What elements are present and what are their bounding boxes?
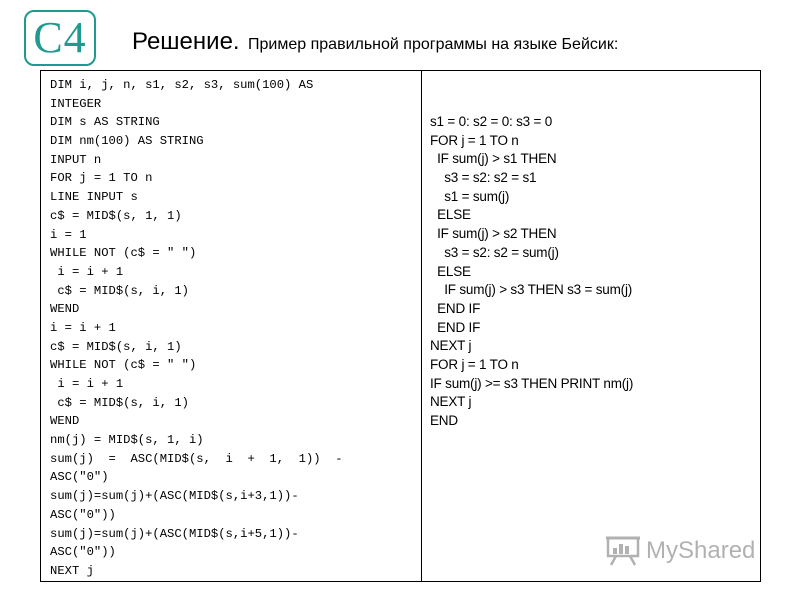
code-line: END	[430, 413, 458, 428]
code-line: s3 = s2: s2 = s1	[430, 170, 537, 186]
code-line: FOR j = 1 TO n	[430, 132, 519, 148]
code-line: s3 = s2: s2 = sum(j)	[430, 244, 559, 260]
code-line: ASC("0")	[50, 470, 109, 485]
code-column-left	[50, 76, 416, 581]
code-line: IF sum(j) > s3 THEN s3 = sum(j)	[430, 282, 633, 298]
code-line: DIM s AS STRING	[50, 115, 160, 130]
code-line: FOR j = 1 TO n	[50, 171, 153, 186]
code-line: i = i + 1	[50, 320, 116, 335]
task-badge	[24, 10, 96, 66]
code-line: ASC("0"))	[50, 507, 116, 522]
code-line: c$ = MID$(s, 1, 1)	[50, 208, 182, 223]
code-line: ASC("0"))	[50, 545, 116, 560]
code-line: i = i + 1	[50, 264, 124, 279]
code-line: ELSE	[430, 263, 471, 279]
code-line: ELSE	[430, 207, 471, 223]
code-line: WHILE NOT (c$ = " ")	[50, 358, 197, 373]
code-line: nm(j) = MID$(s, 1, i)	[50, 433, 204, 448]
code-line: sum(j)=sum(j)+(ASC(MID$(s,i+3,1))-	[50, 489, 299, 504]
task-badge-label: С4	[33, 13, 87, 62]
code-line: s1 = 0: s2 = 0: s3 = 0	[430, 114, 553, 129]
code-line: NEXT j	[50, 563, 94, 578]
page-title	[132, 28, 618, 56]
code-line: NEXT j	[430, 338, 472, 354]
column-divider	[421, 70, 422, 582]
code-line: END IF	[430, 319, 481, 335]
code-line: DIM i, j, n, s1, s2, s3, sum(100) AS	[50, 78, 314, 92]
code-line: sum(j)=sum(j)+(ASC(MID$(s,i+5,1))-	[50, 526, 299, 541]
watermark-text: MyShared	[646, 537, 756, 564]
code-line: WEND	[50, 414, 80, 429]
code-line: i = i + 1	[50, 377, 124, 391]
code-line: INTEGER	[50, 96, 102, 111]
title-main: Решение.	[132, 28, 240, 55]
code-line: NEXT j	[430, 394, 472, 410]
code-line: sum(j) = ASC(MID$(s, i + 1, 1)) -	[50, 451, 343, 466]
code-line: IF sum(j) > s1 THEN	[430, 151, 557, 167]
title-subtitle: Пример правильной программы на языке Бейсик:	[248, 36, 619, 53]
code-line: IF sum(j) >= s3 THEN PRINT nm(j)	[430, 375, 634, 391]
code-line: WEND	[50, 302, 80, 317]
code-column-right	[430, 113, 633, 431]
code-line: LINE INPUT s	[50, 190, 138, 205]
code-line: INPUT n	[50, 152, 102, 167]
code-line: i = 1	[50, 227, 87, 242]
code-line: c$ = MID$(s, i, 1)	[50, 283, 189, 298]
code-line: IF sum(j) > s2 THEN	[430, 226, 557, 242]
code-line: c$ = MID$(s, i, 1)	[50, 395, 189, 410]
watermark	[606, 536, 755, 566]
code-line: WHILE NOT (c$ = " ")	[50, 246, 197, 261]
code-line: c$ = MID$(s, i, 1)	[50, 339, 182, 354]
presentation-board-icon	[606, 536, 640, 566]
code-line: DIM nm(100) AS STRING	[50, 134, 204, 149]
code-line: s1 = sum(j)	[430, 188, 510, 204]
code-line: FOR j = 1 TO n	[430, 356, 519, 372]
code-line: END IF	[430, 300, 481, 316]
